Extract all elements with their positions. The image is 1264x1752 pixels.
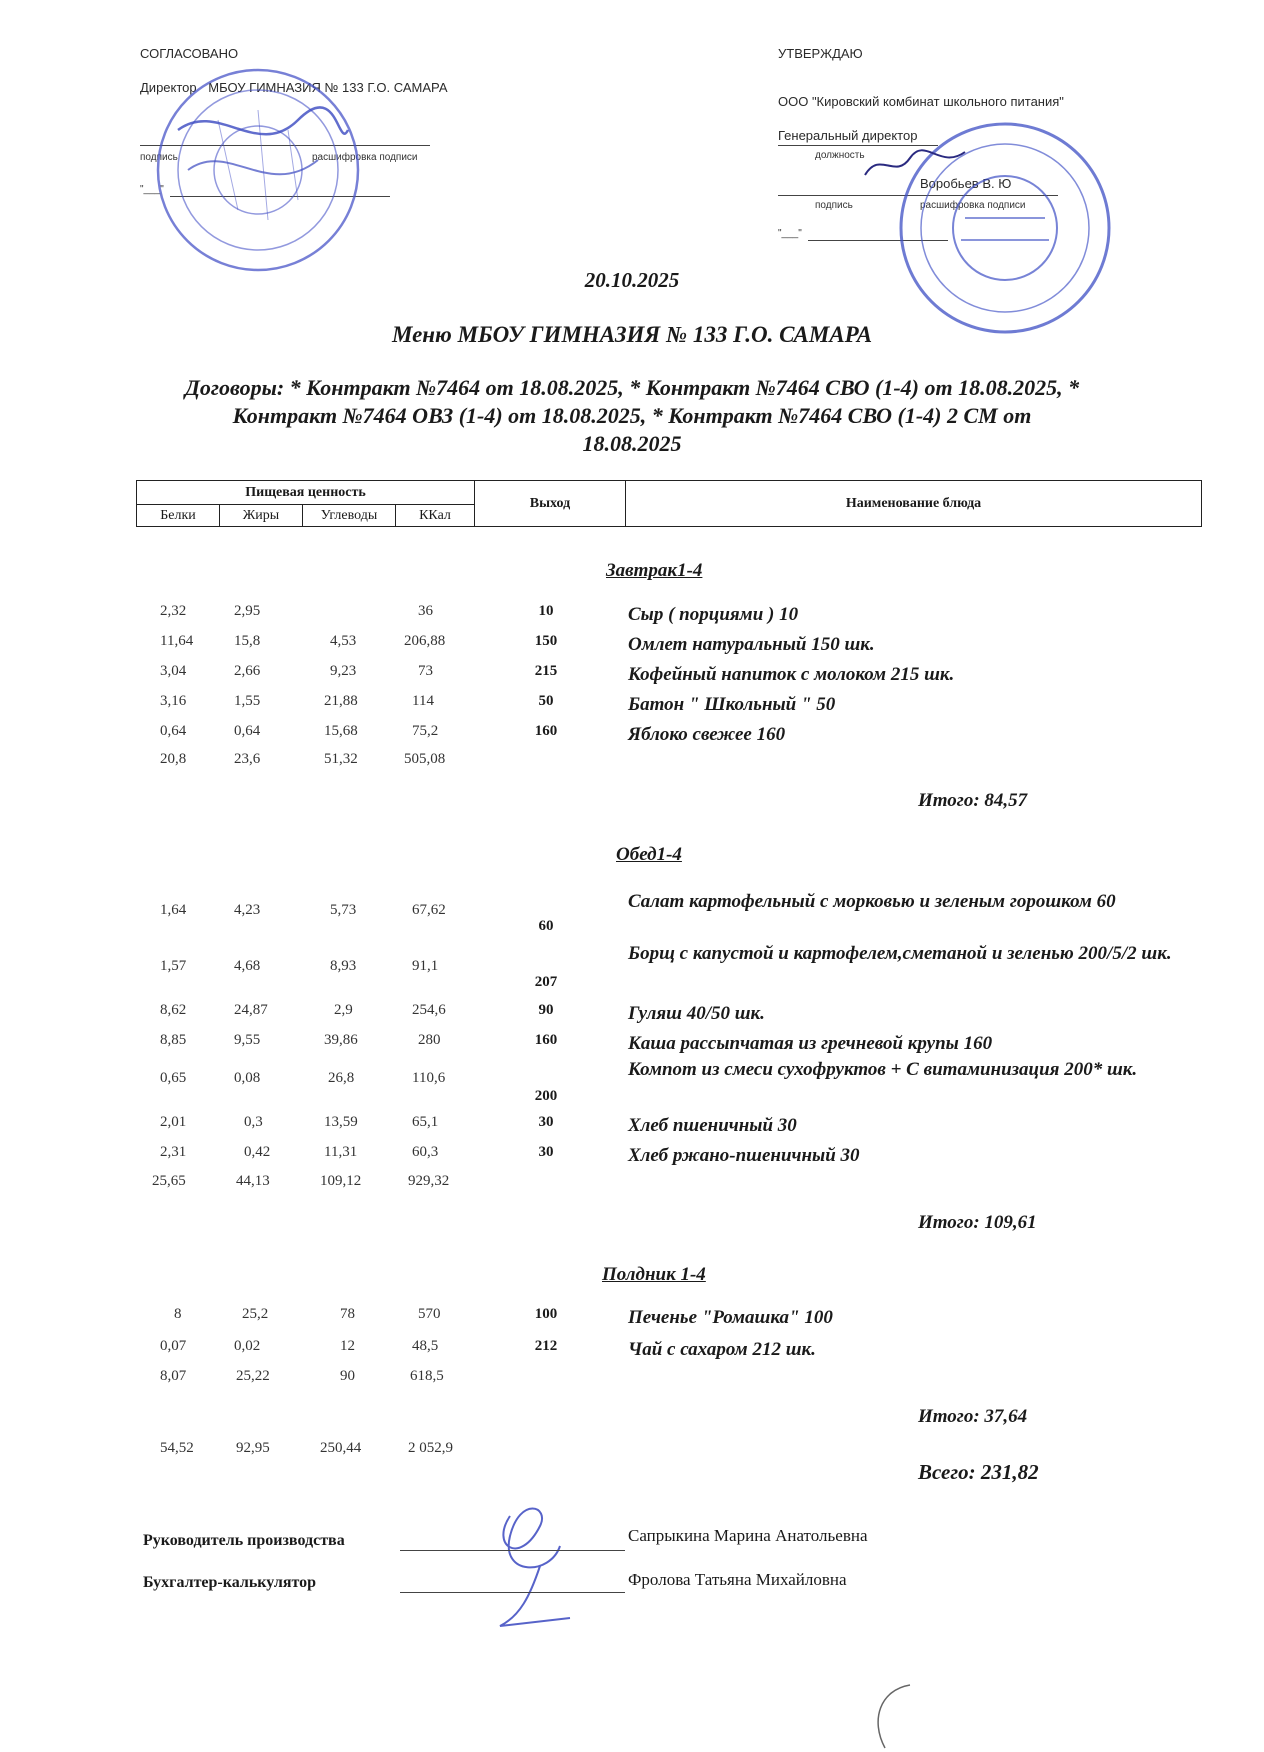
approval-right-position: Генеральный директор [778,128,918,143]
kcal-value: 91,1 [412,958,439,974]
contracts-line-1: Договоры: * Контракт №7464 от 18.08.2025, * Контракт №7464 СВО (1-4) от 18.08.2025, * [184,375,1080,400]
school-stamp-icon [148,60,368,280]
section-itogo [918,1212,1037,1234]
header-output: Выход [475,481,626,527]
kcal-total: 929,32 [408,1173,450,1189]
carbs-grand-total: 250,44 [320,1440,362,1456]
carbs-value: 26,8 [328,1070,355,1086]
corner-mark-icon [850,1680,950,1750]
kcal-value: 280 [418,1032,441,1048]
output-value: 160 [534,723,558,739]
menu-row [0,1058,1264,1110]
decode-label-right: расшифровка подписи [920,200,1026,211]
menu-row [0,1144,1264,1172]
proteins-value: 3,04 [160,663,187,679]
kcal-value: 75,2 [412,723,439,739]
fats-total: 44,13 [236,1173,270,1189]
kcal-grand-total: 2 052,9 [408,1440,453,1456]
header-nutrition: Пищевая ценность [137,481,475,505]
position-label-right: должность [815,150,865,161]
menu-row [0,633,1264,661]
output-value: 160 [534,1032,558,1048]
output-value: 30 [538,1144,554,1160]
kcal-value: 48,5 [412,1338,439,1354]
date-quote-left: "___" [140,184,164,195]
approval-heading-left: СОГЛАСОВАНО [140,46,239,61]
output-value: 50 [538,693,554,709]
sign-label-right: подпись [815,200,853,211]
section-total-row [0,1173,1264,1201]
proteins-value: 2,01 [160,1114,187,1130]
carbs-value: 13,59 [324,1114,358,1130]
fats-grand-total: 92,95 [236,1440,270,1456]
kcal-total: 618,5 [410,1368,444,1384]
kcal-total: 505,08 [404,751,446,767]
carbs-total: 109,12 [320,1173,362,1189]
output-value: 212 [534,1338,558,1354]
dish-name: Салат картофельный с морковью и зеленым горошком 60 [628,891,1116,912]
menu-row [0,723,1264,751]
proteins-value: 2,32 [160,603,187,619]
proteins-value: 11,64 [160,633,194,649]
section-itogo [918,790,1027,812]
signature-role-1: Руководитель производства [143,1532,345,1549]
itogo-value: 37,64 [984,1406,1028,1427]
menu-row [0,1306,1264,1334]
section-title-lunch: Обед1-4 [616,844,682,865]
header-kcal: ККал [396,505,475,527]
section-total-row [0,751,1264,779]
fats-value: 0,42 [244,1144,271,1160]
menu-date: 20.10.2025 [584,268,680,292]
dish-name: Хлеб пшеничный 30 [628,1115,797,1136]
grand-total-row [0,1440,1264,1468]
grand-total-label: Всего: [918,1460,976,1484]
contracts-block [0,374,1264,458]
approval-left-position: Директор [140,80,197,95]
output-value: 90 [538,1002,554,1018]
kcal-value: 110,6 [412,1070,446,1086]
carbs-total: 51,32 [324,751,358,767]
contracts-line-2: Контракт №7464 ОВЗ (1-4) от 18.08.2025, * Контракт №7464 СВО (1-4) 2 СМ от [232,403,1032,428]
grand-total-value: 231,82 [980,1460,1039,1484]
kcal-value: 67,62 [412,902,446,918]
itogo-value: 84,57 [984,790,1028,811]
menu-row [0,1002,1264,1030]
output-value: 10 [538,603,554,619]
dish-name: Хлеб ржано-пшеничный 30 [628,1145,860,1166]
fats-total: 25,22 [236,1368,270,1384]
header-fats: Жиры [220,505,303,527]
signature-line-1 [400,1550,625,1551]
fats-value: 4,68 [234,958,261,974]
proteins-value: 8 [174,1306,182,1322]
fats-value: 9,55 [234,1032,261,1048]
signature-role-2: Бухгалтер-калькулятор [143,1574,317,1591]
proteins-value: 1,57 [160,958,187,974]
carbs-value: 21,88 [324,693,358,709]
approval-right-org: ООО "Кировский комбинат школьного питания" [778,94,1064,109]
proteins-value: 8,62 [160,1002,187,1018]
carbs-total: 90 [340,1368,355,1384]
itogo-label: Итого: [918,1212,980,1233]
contracts-line-3: 18.08.2025 [582,431,682,456]
carbs-value: 78 [340,1306,355,1322]
fats-value: 15,8 [234,633,261,649]
kcal-value: 570 [418,1306,441,1322]
output-value: 150 [534,633,558,649]
carbs-value: 9,23 [330,663,357,679]
menu-row [0,1114,1264,1142]
carbs-value: 5,73 [330,902,357,918]
kcal-value: 206,88 [404,633,446,649]
dish-name: Гуляш 40/50 шк. [628,1003,765,1024]
fats-value: 1,55 [234,693,261,709]
dish-name: Чай с сахаром 212 шк. [628,1339,816,1360]
fats-value: 25,2 [242,1306,269,1322]
proteins-value: 0,65 [160,1070,187,1086]
section-title-snack: Полдник 1-4 [602,1264,706,1285]
proteins-value: 3,16 [160,693,187,709]
fats-value: 24,87 [234,1002,268,1018]
proteins-value: 1,64 [160,902,187,918]
approval-left-org: МБОУ ГИМНАЗИЯ № 133 Г.О. САМАРА [208,80,448,95]
output-value: 30 [538,1114,554,1130]
signature-line-2 [400,1592,625,1593]
carbs-value: 11,31 [324,1144,358,1160]
header-proteins: Белки [137,505,220,527]
kcal-value: 73 [418,663,433,679]
fats-value: 0,02 [234,1338,261,1354]
menu-row [0,890,1264,942]
grand-total [918,1460,1039,1485]
itogo-value: 109,61 [984,1212,1037,1233]
proteins-value: 0,64 [160,723,187,739]
proteins-total: 20,8 [160,751,187,767]
itogo-label: Итого: [918,1406,980,1427]
decode-label-left: расшифровка подписи [312,152,418,163]
proteins-value: 0,07 [160,1338,187,1354]
carbs-value: 2,9 [334,1002,353,1018]
proteins-total: 25,65 [152,1173,186,1189]
proteins-grand-total: 54,52 [160,1440,194,1456]
output-value: 207 [534,974,558,990]
kcal-value: 60,3 [412,1144,439,1160]
fats-value: 0,3 [244,1114,263,1130]
dish-name: Яблоко свежее 160 [628,724,786,745]
dish-name: Сыр ( порциями ) 10 [628,604,799,625]
page-title: Меню МБОУ ГИМНАЗИЯ № 133 Г.О. САМАРА [391,322,873,347]
output-value: 215 [534,663,558,679]
section-itogo [918,1406,1027,1428]
fats-total: 23,6 [234,751,261,767]
dish-name: Батон " Школьный " 50 [628,694,836,715]
output-value: 100 [534,1306,558,1322]
fats-value: 0,64 [234,723,261,739]
kcal-value: 254,6 [412,1002,446,1018]
menu-row [0,942,1264,994]
carbs-value: 8,93 [330,958,357,974]
fats-value: 4,23 [234,902,261,918]
kcal-value: 65,1 [412,1114,439,1130]
header-dish-name: Наименование блюда [626,481,1202,527]
approval-heading-right: УТВЕРЖДАЮ [778,46,863,61]
section-title-breakfast: Завтрак1-4 [606,560,703,581]
proteins-total: 8,07 [160,1368,187,1384]
director-signature-icon [860,140,970,190]
signature-name-1: Сапрыкина Марина Анатольевна [628,1526,868,1545]
header-carbs: Углеводы [303,505,396,527]
output-value: 200 [534,1088,558,1104]
approval-right-name: Воробьев В. Ю [920,176,1012,191]
fats-value: 0,08 [234,1070,261,1086]
menu-row [0,603,1264,631]
carbs-value: 4,53 [330,633,357,649]
dish-name: Каша рассыпчатая из гречневой крупы 160 [628,1033,993,1054]
dish-name: Кофейный напиток с молоком 215 шк. [628,664,955,685]
section-total-row [0,1368,1264,1396]
date-quote-right: "___" [778,228,802,239]
sign-label-left: подпись [140,152,178,163]
signature-name-2: Фролова Татьяна Михайловна [628,1570,847,1589]
menu-table-header [136,480,1202,527]
menu-row [0,663,1264,691]
proteins-value: 2,31 [160,1144,187,1160]
kcal-value: 114 [412,693,434,709]
output-value: 60 [538,918,554,934]
carbs-value: 12 [340,1338,355,1354]
carbs-value: 15,68 [324,723,358,739]
kcal-value: 36 [418,603,433,619]
menu-row [0,693,1264,721]
menu-row [0,1032,1264,1060]
menu-row [0,1338,1264,1366]
dish-name: Печенье "Ромашка" 100 [628,1307,833,1328]
carbs-value: 39,86 [324,1032,358,1048]
fats-value: 2,95 [234,603,261,619]
dish-name: Борщ с капустой и картофелем,сметаной и зеленью 200/5/2 шк. [628,943,1172,964]
itogo-label: Итого: [918,790,980,811]
dish-name: Омлет натуральный 150 шк. [628,634,875,655]
dish-name: Компот из смеси сухофруктов + С витаминизация 200* шк. [628,1059,1138,1080]
proteins-value: 8,85 [160,1032,187,1048]
signature-icon [480,1486,600,1636]
fats-value: 2,66 [234,663,261,679]
